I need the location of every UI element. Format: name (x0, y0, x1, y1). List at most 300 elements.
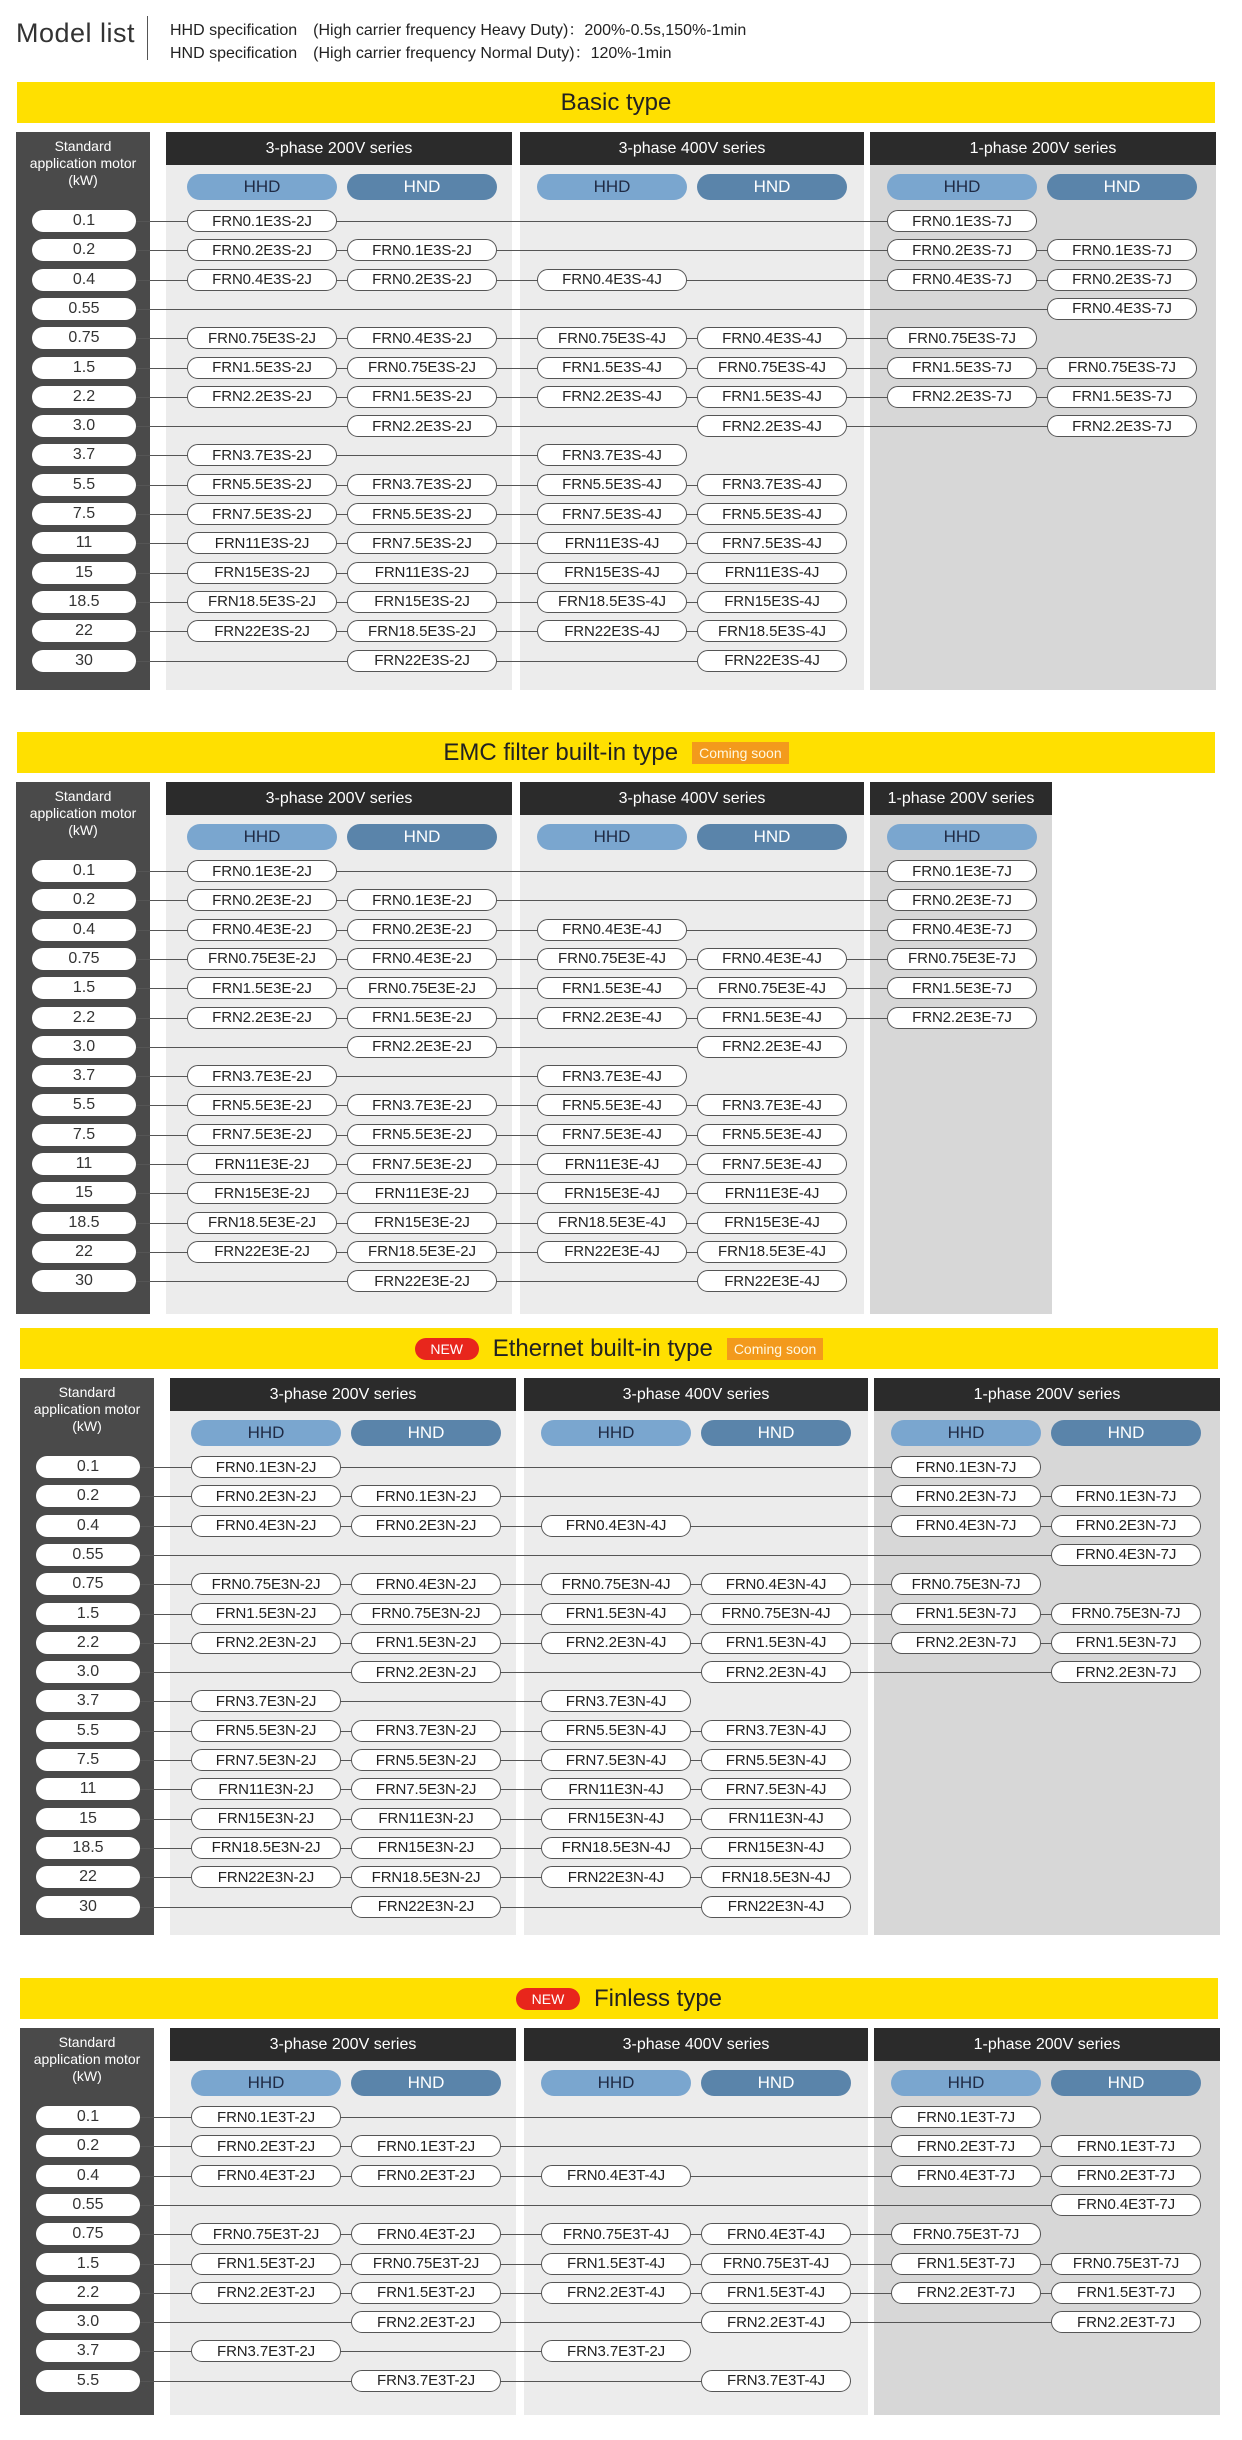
motor-kw-value: 0.4 (32, 919, 136, 941)
model-number: FRN2.2E3T-4J (701, 2311, 851, 2333)
motor-kw-value: 2.2 (36, 2282, 140, 2304)
motor-kw-value: 3.7 (32, 444, 136, 466)
model-number: FRN22E3S-4J (697, 650, 847, 672)
motor-kw-value: 3.7 (36, 2340, 140, 2362)
hnd-column-header: HND (351, 1420, 501, 1446)
model-number: FRN1.5E3T-4J (701, 2282, 851, 2304)
series-header-s200: 3-phase 200V series (170, 1378, 516, 1411)
model-number: FRN1.5E3T-2J (351, 2282, 501, 2304)
section-3 (0, 1978, 1242, 2415)
model-number: FRN0.1E3N-7J (891, 1456, 1041, 1478)
motor-kw-value: 1.5 (32, 977, 136, 999)
model-number: FRN3.7E3T-2J (191, 2340, 341, 2362)
table-row (0, 1544, 1242, 1566)
hhd-column-header: HHD (191, 2070, 341, 2096)
motor-kw-value: 11 (36, 1778, 140, 1800)
table-row (0, 948, 1242, 970)
model-number: FRN15E3S-2J (187, 562, 337, 584)
motor-kw-value: 5.5 (36, 2370, 140, 2392)
model-number: FRN22E3N-4J (541, 1866, 691, 1888)
model-number: FRN7.5E3E-4J (537, 1124, 687, 1146)
series-header-s1ph: 1-phase 200V series (870, 782, 1052, 815)
model-number: FRN15E3E-2J (347, 1212, 497, 1234)
model-number: FRN0.4E3T-7J (1051, 2194, 1201, 2216)
model-number: FRN18.5E3E-2J (347, 1241, 497, 1263)
model-number: FRN0.4E3N-4J (541, 1515, 691, 1537)
model-number: FRN0.2E3E-7J (887, 889, 1037, 911)
table-row (0, 1485, 1242, 1507)
model-number: FRN1.5E3S-4J (697, 386, 847, 408)
model-number: FRN0.75E3N-7J (891, 1573, 1041, 1595)
table-row (0, 1896, 1242, 1918)
hhd-column-header: HHD (537, 174, 687, 200)
table-row (0, 503, 1242, 525)
model-number: FRN18.5E3N-2J (351, 1866, 501, 1888)
model-number: FRN18.5E3E-4J (697, 1241, 847, 1263)
model-number: FRN0.2E3E-2J (187, 889, 337, 911)
table-row (0, 1036, 1242, 1058)
model-number: FRN1.5E3T-7J (891, 2253, 1041, 2275)
model-number: FRN1.5E3E-7J (887, 977, 1037, 999)
title-divider (147, 16, 148, 60)
model-number: FRN3.7E3N-2J (351, 1720, 501, 1742)
model-number: FRN15E3N-2J (351, 1837, 501, 1859)
hhd-column-header: HHD (541, 2070, 691, 2096)
motor-kw-value: 2.2 (32, 1007, 136, 1029)
motor-kw-value: 0.4 (36, 2165, 140, 2187)
model-number: FRN0.75E3T-7J (1051, 2253, 1201, 2275)
motor-kw-value: 11 (32, 532, 136, 554)
motor-kw-value: 0.1 (32, 860, 136, 882)
table-row (0, 1778, 1242, 1800)
hhd-column-header: HHD (891, 1420, 1041, 1446)
motor-kw-value: 5.5 (32, 474, 136, 496)
model-number: FRN3.7E3E-4J (697, 1094, 847, 1116)
row-connector-line (140, 2322, 1201, 2323)
table-row (0, 1632, 1242, 1654)
model-number: FRN1.5E3S-7J (887, 357, 1037, 379)
motor-kw-value: 3.0 (32, 1036, 136, 1058)
table-row (0, 562, 1242, 584)
model-number: FRN0.1E3N-7J (1051, 1485, 1201, 1507)
model-number: FRN0.4E3E-4J (697, 948, 847, 970)
model-number: FRN7.5E3S-4J (697, 532, 847, 554)
model-number: FRN5.5E3E-4J (697, 1124, 847, 1146)
row-connector-line (140, 2205, 1201, 2206)
motor-kw-value: 1.5 (32, 357, 136, 379)
model-number: FRN1.5E3E-4J (697, 1007, 847, 1029)
model-number: FRN0.75E3T-2J (191, 2223, 341, 2245)
table-row (0, 1573, 1242, 1595)
model-number: FRN1.5E3S-2J (187, 357, 337, 379)
model-number: FRN7.5E3N-2J (351, 1778, 501, 1800)
table-row (0, 386, 1242, 408)
model-number: FRN7.5E3E-2J (347, 1153, 497, 1175)
model-number: FRN5.5E3S-4J (697, 503, 847, 525)
table-row (0, 1212, 1242, 1234)
motor-kw-value: 3.7 (32, 1065, 136, 1087)
model-number: FRN2.2E3S-7J (887, 386, 1037, 408)
model-number: FRN0.75E3S-4J (697, 357, 847, 379)
model-number: FRN1.5E3N-4J (541, 1603, 691, 1625)
row-connector-line (136, 309, 1197, 310)
motor-header-line: application motor (33, 2051, 141, 2067)
model-number: FRN0.75E3E-4J (697, 977, 847, 999)
motor-header-line: (kW) (72, 2068, 102, 2084)
table-row (0, 532, 1242, 554)
motor-kw-value: 7.5 (36, 1749, 140, 1771)
table-row (0, 1124, 1242, 1146)
model-number: FRN1.5E3T-2J (191, 2253, 341, 2275)
model-number: FRN2.2E3E-4J (697, 1036, 847, 1058)
model-number: FRN0.1E3S-7J (1047, 239, 1197, 261)
series-header-s200: 3-phase 200V series (170, 2028, 516, 2061)
table-row (0, 2106, 1242, 2128)
motor-kw-value: 3.0 (36, 1661, 140, 1683)
model-number: FRN0.4E3T-4J (541, 2165, 691, 2187)
model-number: FRN0.4E3E-7J (887, 919, 1037, 941)
hhd-column-header: HHD (887, 824, 1037, 850)
model-number: FRN0.1E3T-7J (1051, 2135, 1201, 2157)
model-number: FRN2.2E3T-7J (891, 2282, 1041, 2304)
motor-header-line: Standard (54, 788, 112, 804)
model-number: FRN2.2E3N-4J (541, 1632, 691, 1654)
table-row (0, 1515, 1242, 1537)
hnd-column-header: HND (697, 174, 847, 200)
series-header-s1ph: 1-phase 200V series (874, 2028, 1220, 2061)
model-number: FRN3.7E3S-2J (347, 474, 497, 496)
model-number: FRN0.1E3T-2J (191, 2106, 341, 2128)
motor-header-line: (kW) (68, 822, 98, 838)
model-number: FRN11E3E-2J (187, 1153, 337, 1175)
model-number: FRN0.1E3N-2J (351, 1485, 501, 1507)
page-header (0, 0, 1242, 80)
model-number: FRN0.75E3T-4J (701, 2253, 851, 2275)
model-number: FRN0.2E3T-7J (891, 2135, 1041, 2157)
model-number: FRN0.4E3T-7J (891, 2165, 1041, 2187)
table-row (0, 2370, 1242, 2392)
section-1 (0, 732, 1242, 1314)
motor-kw-value: 1.5 (36, 1603, 140, 1625)
hnd-column-header: HND (701, 2070, 851, 2096)
model-number: FRN0.4E3N-2J (191, 1515, 341, 1537)
table-row (0, 977, 1242, 999)
table-row (0, 1456, 1242, 1478)
row-connector-line (140, 1555, 1201, 1556)
model-number: FRN2.2E3N-4J (701, 1661, 851, 1683)
table-row (0, 2223, 1242, 2245)
model-number: FRN0.4E3S-7J (887, 269, 1037, 291)
model-number: FRN3.7E3S-4J (697, 474, 847, 496)
model-number: FRN1.5E3T-4J (541, 2253, 691, 2275)
motor-kw-value: 0.2 (36, 2135, 140, 2157)
table-row (0, 415, 1242, 437)
model-number: FRN1.5E3N-4J (701, 1632, 851, 1654)
model-number: FRN0.1E3S-7J (887, 210, 1037, 232)
model-number: FRN0.4E3N-4J (701, 1573, 851, 1595)
model-number: FRN11E3N-4J (541, 1778, 691, 1800)
section-banner (20, 1328, 1218, 1369)
model-number: FRN1.5E3E-4J (537, 977, 687, 999)
motor-kw-value: 0.1 (36, 2106, 140, 2128)
table-row (0, 327, 1242, 349)
model-number: FRN5.5E3S-2J (187, 474, 337, 496)
model-number: FRN5.5E3S-4J (537, 474, 687, 496)
motor-kw-value: 22 (32, 1241, 136, 1263)
model-number: FRN0.75E3S-2J (347, 357, 497, 379)
section-0 (0, 82, 1242, 690)
model-number: FRN0.1E3E-2J (187, 860, 337, 882)
motor-kw-value: 0.2 (32, 239, 136, 261)
model-number: FRN0.2E3T-2J (351, 2165, 501, 2187)
model-number: FRN3.7E3E-4J (537, 1065, 687, 1087)
motor-column-header (20, 1384, 154, 1435)
model-number: FRN1.5E3T-7J (1051, 2282, 1201, 2304)
table-row (0, 1866, 1242, 1888)
motor-kw-value: 7.5 (32, 1124, 136, 1146)
motor-column-header (16, 138, 150, 189)
table-row (0, 298, 1242, 320)
model-number: FRN0.4E3S-4J (537, 269, 687, 291)
model-number: FRN0.4E3E-4J (537, 919, 687, 941)
model-number: FRN0.4E3N-2J (351, 1573, 501, 1595)
model-number: FRN2.2E3N-7J (891, 1632, 1041, 1654)
motor-header-line: Standard (58, 1384, 116, 1400)
model-number: FRN0.75E3E-7J (887, 948, 1037, 970)
motor-column-header (16, 788, 150, 839)
model-number: FRN3.7E3S-4J (537, 444, 687, 466)
model-number: FRN7.5E3E-2J (187, 1124, 337, 1146)
section-title: Basic type (560, 88, 672, 116)
model-number: FRN0.75E3E-2J (187, 948, 337, 970)
model-number: FRN0.2E3S-7J (887, 239, 1037, 261)
model-number: FRN18.5E3S-2J (187, 591, 337, 613)
motor-kw-value: 0.55 (36, 2194, 140, 2216)
table-row (0, 620, 1242, 642)
table-row (0, 2165, 1242, 2187)
table-row (0, 1661, 1242, 1683)
table-row (0, 2340, 1242, 2362)
model-number: FRN22E3E-4J (697, 1270, 847, 1292)
new-badge: NEW (415, 1338, 479, 1360)
table-row (0, 1603, 1242, 1625)
model-number: FRN0.75E3N-4J (701, 1603, 851, 1625)
hnd-specification: HND specification (High carrier frequency Normal Duty)：120%-1min (170, 45, 672, 62)
model-number: FRN11E3E-4J (537, 1153, 687, 1175)
model-number: FRN0.4E3N-7J (891, 1515, 1041, 1537)
model-number: FRN15E3E-4J (697, 1212, 847, 1234)
model-number: FRN22E3E-2J (187, 1241, 337, 1263)
motor-kw-value: 0.75 (32, 948, 136, 970)
model-number: FRN0.4E3S-2J (347, 327, 497, 349)
model-number: FRN0.1E3T-2J (351, 2135, 501, 2157)
model-number: FRN2.2E3S-4J (697, 415, 847, 437)
table-row (0, 2253, 1242, 2275)
series-header-s1ph: 1-phase 200V series (870, 132, 1216, 165)
motor-kw-value: 5.5 (32, 1094, 136, 1116)
model-number: FRN0.4E3S-7J (1047, 298, 1197, 320)
motor-kw-value: 0.4 (36, 1515, 140, 1537)
series-header-s400: 3-phase 400V series (520, 782, 864, 815)
series-header-s400: 3-phase 400V series (520, 132, 864, 165)
motor-kw-value: 0.4 (32, 269, 136, 291)
table-row (0, 210, 1242, 232)
model-number: FRN3.7E3T-4J (701, 2370, 851, 2392)
hhd-column-header: HHD (187, 174, 337, 200)
motor-kw-value: 0.75 (36, 1573, 140, 1595)
motor-kw-value: 0.75 (32, 327, 136, 349)
model-number: FRN0.75E3S-2J (187, 327, 337, 349)
model-number: FRN18.5E3S-4J (537, 591, 687, 613)
model-number: FRN7.5E3N-4J (541, 1749, 691, 1771)
new-badge: NEW (516, 1988, 580, 2010)
hnd-column-header: HND (347, 824, 497, 850)
model-number: FRN0.2E3S-2J (187, 239, 337, 261)
motor-kw-value: 0.2 (32, 889, 136, 911)
model-number: FRN5.5E3E-2J (187, 1094, 337, 1116)
motor-kw-value: 2.2 (36, 1632, 140, 1654)
model-number: FRN11E3N-2J (191, 1778, 341, 1800)
model-number: FRN11E3N-4J (701, 1808, 851, 1830)
model-number: FRN1.5E3N-2J (191, 1603, 341, 1625)
table-row (0, 1690, 1242, 1712)
motor-kw-value: 15 (32, 1182, 136, 1204)
model-number: FRN5.5E3N-2J (351, 1749, 501, 1771)
motor-kw-value: 1.5 (36, 2253, 140, 2275)
model-number: FRN3.7E3E-2J (347, 1094, 497, 1116)
model-number: FRN2.2E3T-2J (191, 2282, 341, 2304)
motor-kw-value: 15 (36, 1808, 140, 1830)
model-number: FRN15E3S-4J (537, 562, 687, 584)
table-row (0, 1153, 1242, 1175)
model-number: FRN15E3N-4J (541, 1808, 691, 1830)
model-number: FRN15E3S-4J (697, 591, 847, 613)
motor-kw-value: 11 (32, 1153, 136, 1175)
model-number: FRN2.2E3N-2J (351, 1661, 501, 1683)
motor-kw-value: 3.0 (32, 415, 136, 437)
model-number: FRN0.75E3N-7J (1051, 1603, 1201, 1625)
model-number: FRN7.5E3E-4J (697, 1153, 847, 1175)
model-number: FRN18.5E3N-4J (541, 1837, 691, 1859)
model-number: FRN0.75E3S-4J (537, 327, 687, 349)
model-number: FRN22E3S-2J (187, 620, 337, 642)
table-row (0, 860, 1242, 882)
motor-kw-value: 15 (32, 562, 136, 584)
model-number: FRN11E3S-2J (187, 532, 337, 554)
model-number: FRN0.2E3N-2J (351, 1515, 501, 1537)
model-number: FRN0.4E3S-2J (187, 269, 337, 291)
model-number: FRN0.1E3T-7J (891, 2106, 1041, 2128)
model-number: FRN1.5E3E-2J (187, 977, 337, 999)
model-number: FRN18.5E3E-2J (187, 1212, 337, 1234)
model-number: FRN0.75E3T-7J (891, 2223, 1041, 2245)
model-number: FRN22E3E-2J (347, 1270, 497, 1292)
model-number: FRN0.4E3E-2J (187, 919, 337, 941)
model-number: FRN11E3S-2J (347, 562, 497, 584)
motor-kw-value: 7.5 (32, 503, 136, 525)
motor-kw-value: 0.55 (36, 1544, 140, 1566)
table-row (0, 919, 1242, 941)
table-row (0, 474, 1242, 496)
model-number: FRN3.7E3T-2J (541, 2340, 691, 2362)
model-number: FRN22E3E-4J (537, 1241, 687, 1263)
motor-kw-value: 30 (32, 650, 136, 672)
hnd-column-header: HND (1051, 1420, 1201, 1446)
model-number: FRN3.7E3N-4J (701, 1720, 851, 1742)
motor-column-header (20, 2034, 154, 2085)
motor-kw-value: 30 (36, 1896, 140, 1918)
series-header-s400: 3-phase 400V series (524, 2028, 868, 2061)
model-number: FRN3.7E3S-2J (187, 444, 337, 466)
series-header-s200: 3-phase 200V series (166, 132, 512, 165)
table-row (0, 1094, 1242, 1116)
table-row (0, 1749, 1242, 1771)
model-number: FRN0.75E3E-4J (537, 948, 687, 970)
model-number: FRN0.2E3S-7J (1047, 269, 1197, 291)
model-number: FRN2.2E3S-2J (347, 415, 497, 437)
model-number: FRN0.4E3E-2J (347, 948, 497, 970)
model-number: FRN0.1E3S-2J (347, 239, 497, 261)
model-number: FRN5.5E3E-4J (537, 1094, 687, 1116)
motor-kw-value: 3.7 (36, 1690, 140, 1712)
model-number: FRN0.75E3S-7J (887, 327, 1037, 349)
table-row (0, 269, 1242, 291)
model-number: FRN2.2E3S-7J (1047, 415, 1197, 437)
table-row (0, 1182, 1242, 1204)
model-number: FRN18.5E3S-4J (697, 620, 847, 642)
section-banner (17, 732, 1215, 773)
model-number: FRN2.2E3E-2J (187, 1007, 337, 1029)
motor-kw-value: 0.55 (32, 298, 136, 320)
motor-kw-value: 18.5 (32, 1212, 136, 1234)
model-number: FRN2.2E3T-2J (351, 2311, 501, 2333)
model-number: FRN0.1E3S-2J (187, 210, 337, 232)
motor-header-line: application motor (29, 805, 137, 821)
table-row (0, 1065, 1242, 1087)
hhd-column-header: HHD (891, 2070, 1041, 2096)
model-number: FRN0.2E3N-7J (1051, 1515, 1201, 1537)
model-number: FRN2.2E3N-2J (191, 1632, 341, 1654)
hnd-column-header: HND (697, 824, 847, 850)
table-row (0, 1808, 1242, 1830)
motor-kw-value: 5.5 (36, 1720, 140, 1742)
model-number: FRN0.2E3T-7J (1051, 2165, 1201, 2187)
model-number: FRN2.2E3E-2J (347, 1036, 497, 1058)
model-number: FRN0.2E3T-2J (191, 2135, 341, 2157)
page-title: Model list (16, 18, 136, 48)
series-header-s200: 3-phase 200V series (166, 782, 512, 815)
section-2 (0, 1328, 1242, 1935)
model-number: FRN0.75E3T-2J (351, 2253, 501, 2275)
hhd-specification: HHD specification (High carrier frequency Heavy Duty)：200%-0.5s,150%-1min (170, 22, 747, 39)
model-number: FRN2.2E3S-4J (537, 386, 687, 408)
section-banner (20, 1978, 1218, 2019)
model-number: FRN5.5E3S-2J (347, 503, 497, 525)
model-number: FRN22E3N-4J (701, 1896, 851, 1918)
coming-soon-badge: Coming soon (692, 742, 789, 764)
model-number: FRN18.5E3E-4J (537, 1212, 687, 1234)
table-row (0, 1720, 1242, 1742)
table-row (0, 357, 1242, 379)
motor-kw-value: 0.2 (36, 1485, 140, 1507)
model-number: FRN18.5E3N-4J (701, 1866, 851, 1888)
motor-header-line: (kW) (72, 1418, 102, 1434)
hnd-column-header: HND (1047, 174, 1197, 200)
model-number: FRN0.1E3E-7J (887, 860, 1037, 882)
model-number: FRN0.75E3T-4J (541, 2223, 691, 2245)
table-row (0, 444, 1242, 466)
hnd-column-header: HND (1051, 2070, 1201, 2096)
